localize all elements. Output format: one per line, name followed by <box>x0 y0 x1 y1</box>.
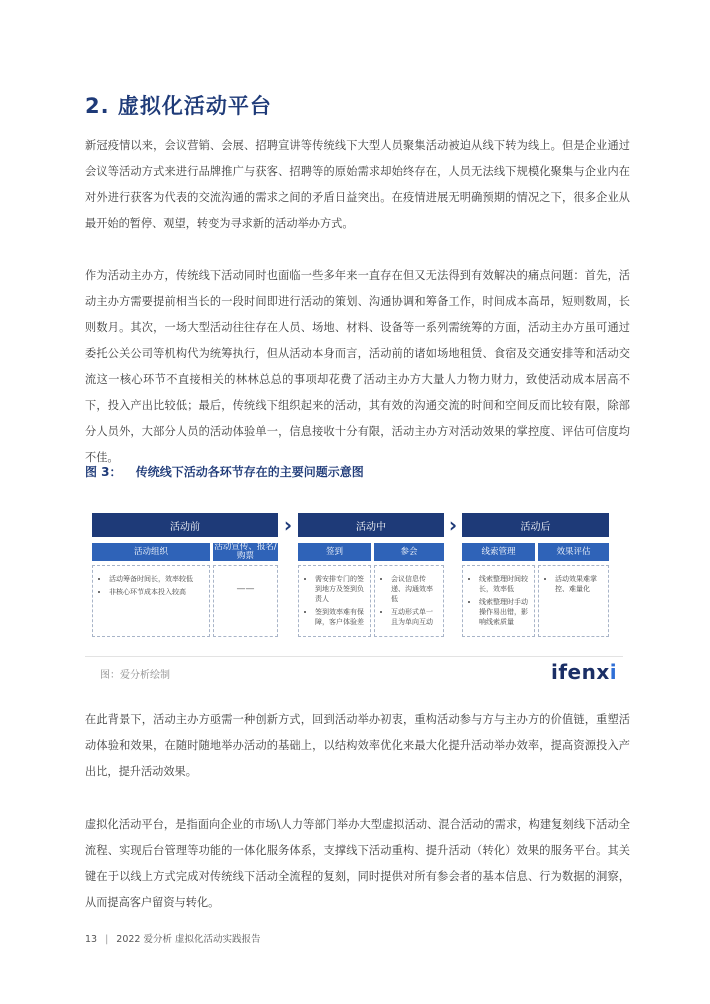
figure-title: 传统线下活动各环节存在的主要问题示意图 <box>135 465 364 479</box>
issue-item: • 活动筹备时间长，效率较低 <box>109 574 203 584</box>
logo-text: ifenx <box>551 660 610 684</box>
issue-item: • 签到效率难有保障，客户体验差 <box>315 607 364 627</box>
chevron-right-icon: › <box>283 513 293 537</box>
issue-box-organize <box>92 565 210 637</box>
page-footer <box>85 931 261 945</box>
step-evaluate: 效果评估 <box>538 543 609 561</box>
divider <box>85 656 623 657</box>
issue-item: • 会议信息传递、沟通效率低 <box>391 574 437 604</box>
process-diagram <box>85 500 623 650</box>
issue-item: • 需安排专门的签到地方及签到负责人 <box>315 574 364 604</box>
figure-caption <box>85 463 364 480</box>
phase-before: 活动前 <box>92 513 278 537</box>
phase-during: 活动中 <box>298 513 444 537</box>
section-title: 2. 虚拟化活动平台 <box>85 94 272 118</box>
report-title: 2022 爱分析 虚拟化活动实践报告 <box>116 934 261 945</box>
issue-item: • 互动形式单一且为单向互动 <box>391 607 437 627</box>
paragraph-pain-points: 作为活动主办方，传统线下活动同时也面临一些多年来一直存在但又无法得到有效解决的痛点问题：首先，活动主办方需要提前相当长的一段时间即进行活动的策划、沟通协调和筹备工作，时间成本高昂，短则数周，长则数月。其次，一场大型活动往往存在人员、场地、材料、设备等一系列需统筹的方面，活动主办方虽可通过委托公关公司等机构代为统筹执行，但从活动本身而言，活动前的诸如场地租赁、食宿及交通安排等和活动交流这一核心环节不直接相关的林林总总的事项却花费了活动主办方大量人力物力财力，致使活动成本居高不下，投入产出比较低；最后，传统线下组织起来的活动，其有效的沟通交流的时间和空间反而比较有限，除部分人员外，大部分人员的活动体验单一，信息接收十分有限，活动主办方对活动效果的掌控度、评估可信度均不佳。 <box>85 269 630 464</box>
paragraph-definition: 虚拟化活动平台，是指面向企业的市场\人力等部门举办大型虚拟活动、混合活动的需求，构建复刻线下活动全流程、实现后台管理等功能的一体化服务体系，支撑线下活动重构、提升活动（转化）效果的服务平台。其关键在于以线上方式完成对传统线下活动全流程的复刻，同时提供对所有参会者的基本信息、行为数据的洞察，从而提高客户留资与转化。 <box>85 818 630 909</box>
figure-label: 图 3： <box>85 465 122 479</box>
page-number: 13 <box>85 934 98 945</box>
step-promotion: 活动宣传、报名/购票 <box>214 542 277 561</box>
issue-box-promotion <box>213 565 278 637</box>
issue-item: • 活动效果难掌控、难量化 <box>555 574 602 594</box>
logo-text-accent: i <box>609 660 618 684</box>
issue-item: • 非核心环节成本投入较高 <box>109 587 203 597</box>
issue-box-checkin <box>298 565 371 637</box>
paragraph-intro: 新冠疫情以来，会议营销、会展、招聘宣讲等传统线下大型人员聚集活动被迫从线下转为线上。但是企业通过会议等活动方式来进行品牌推广与获客、招聘等的原始需求却始终存在，人员无法线下规模化聚集与企业内在对外进行获客为代表的交流沟通的需求之间的矛盾日益突出。在疫情进展无明确预期的情况之下，很多企业从最开始的暂停、观望，转变为寻求新的活动举办方式。 <box>85 139 630 230</box>
figure-source: 图：爱分析绘制 <box>100 670 170 681</box>
chevron-right-icon: › <box>448 513 458 537</box>
paragraph-context: 在此背景下，活动主办方亟需一种创新方式，回到活动举办初衷，重构活动参与方与主办方的价值链，重塑活动体验和效果，在随时随地举办活动的基础上，以结构效率优化来最大化提升活动举办效率，提高资源投入产出比，提升活动效果。 <box>85 713 630 778</box>
issue-box-attend <box>374 565 444 637</box>
step-organize: 活动组织 <box>92 543 210 561</box>
empty-dash: —— <box>236 584 255 594</box>
ifenxi-logo <box>551 660 617 684</box>
step-checkin: 签到 <box>298 543 371 561</box>
issue-box-evaluate <box>538 565 609 637</box>
issue-item: • 线索整理时手动操作易出错，影响线索质量 <box>479 597 528 627</box>
issue-box-leads <box>462 565 535 637</box>
footer-separator: | <box>105 934 109 945</box>
issue-item: • 线索整理时间较长，效率低 <box>479 574 528 594</box>
step-leads: 线索管理 <box>462 543 535 561</box>
phase-after: 活动后 <box>462 513 609 537</box>
step-attend: 参会 <box>374 543 444 561</box>
